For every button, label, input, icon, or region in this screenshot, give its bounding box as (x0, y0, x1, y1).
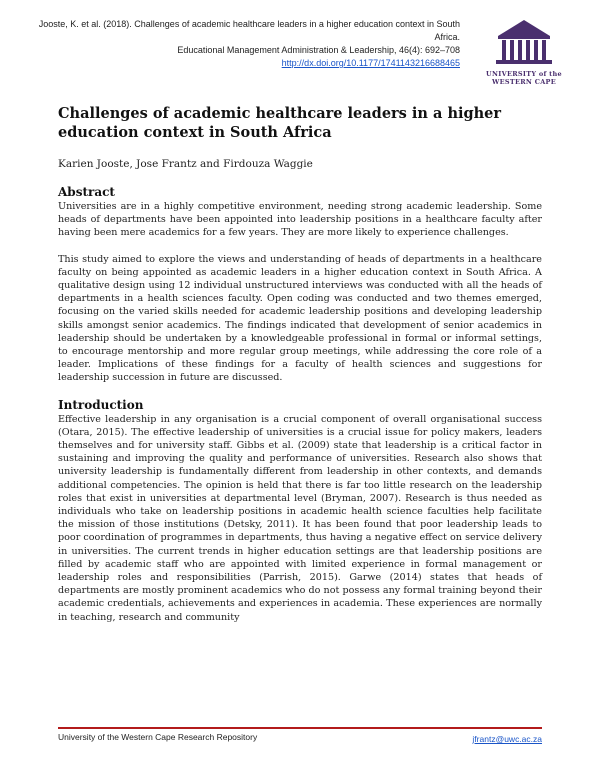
logo-text: UNIVERSITY of the WESTERN CAPE (486, 70, 562, 86)
author-list: Karien Jooste, Jose Frantz and Firdouza Waggie (58, 158, 313, 170)
building-emblem-icon (494, 18, 554, 68)
introduction-paragraph-1: Effective leadership in any organisation is a crucial component of overall organisational success (Otara, 2015). The effective leadership of universities is a crucial issue for policy makers, leaders themselves and for university staff. Gibbs et al. (2009) state that leadership is a critical factor in sustaining and improving the quality and performance of universities. Research also shows that university leadership is fundamentally different from leadership in other contexts, and demands additional competencies. The opinion is held that there is far too little research on the leadership roles that exist in universities at departmental level (Bryman, 2007). Research is thus needed as individuals who take on leadership positions in academic health science faculties help facilitate the mission of those institutions (Detsky, 2011). It has been found that poor leadership leads to poor coordination of programmes in departments, thus having a negative effect on service delivery in universities. The current trends in higher education settings are that leadership positions are filled by academic staff who are appointed with limited experience in formal management or leadership roles and responsibilities (Parrish, 2015). Garwe (2014) states that heads of departments are mostly prominent academics who do not possess any formal training beyond their academic credentials, achievements and experiences in academia. These experiences are normally in teaching, research and community (58, 413, 542, 623)
abstract-paragraph-2: This study aimed to explore the views and understanding of heads of departments in a healthcare faculty on being appointed as academic leaders in a higher education context in South Africa. A qualitative design using 12 individual unstructured interviews was conducted with all the heads of departments in a health sciences faculty. Open coding was conducted and two themes emerged, focusing on the varied skills needed for academic leadership positions and developing leadership skills amongst senior academics. The findings indicated that development of senior academics in leadership should be undertaken by a knowledgeable professional in formal or informal settings, to encourage mentorship and more regular group meetings, while addressing the core role of a leader. Implications of these findings for a faculty of health sciences and suggestions for leadership succession in future are discussed. (58, 253, 542, 384)
abstract-heading: Abstract (58, 185, 115, 199)
page-header (0, 14, 600, 104)
abstract-paragraph-1: Universities are in a highly competitive environment, needing strong academic leadership. Some heads of departments have been appointed into leadership positions in a healthcare faculty after having been mere academics for a few years. They are more likely to experience challenges. (58, 201, 542, 239)
article-body (58, 104, 542, 624)
contact-email-link[interactable]: jfrantz@uwc.ac.za (472, 734, 542, 744)
doi-link[interactable]: http://dx.doi.org/10.1177/1741143216688465 (281, 58, 460, 68)
page-footer (58, 727, 542, 742)
citation-line-1: Jooste, K. et al. (2018). Challenges of academic healthcare leaders in a higher education context in South Africa. (38, 19, 460, 42)
university-logo (480, 18, 568, 86)
introduction-heading: Introduction (58, 397, 144, 412)
article-title: Challenges of academic healthcare leaders in a higher education context in South Africa (58, 105, 502, 141)
citation-line-2: Educational Management Administration & Leadership, 46(4): 692–708 (177, 45, 460, 55)
citation-block (30, 18, 460, 70)
repository-name: University of the Western Cape Research Repository (58, 732, 258, 742)
